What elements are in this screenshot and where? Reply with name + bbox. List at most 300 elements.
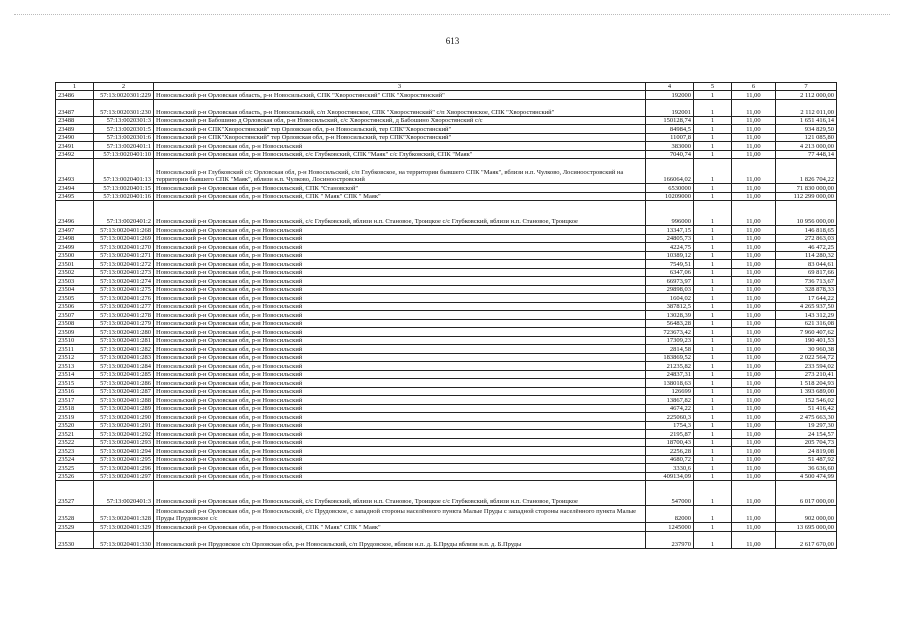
- value-cell: 1 826 704,22: [776, 159, 837, 184]
- scan-artifact-strip: [14, 14, 890, 21]
- area-cell: 183869,52: [646, 353, 694, 362]
- address-cell: Новосильский р-н Орловская обл, р-н Новосильский: [154, 268, 646, 277]
- area-cell: 10209000: [646, 192, 694, 201]
- rate-cell: 11,00: [732, 243, 776, 252]
- table-row: [56, 353, 837, 362]
- cadastral-number: 57:13:0020401:287: [94, 387, 154, 396]
- rate-cell: 11,00: [732, 285, 776, 294]
- row-number: 23514: [56, 370, 94, 379]
- table-row: [56, 523, 837, 532]
- cadastral-number: 57:13:0020401:291: [94, 421, 154, 430]
- row-number: 23515: [56, 379, 94, 388]
- cadastral-number: 57:13:0020301:229: [94, 91, 154, 100]
- address-cell: Новосильский р-н Орловская обл, р-н Новосильский, с/с Глубковский, вблизи н.п. Становое, Троицкое с/с Глубковский, вблизи н.п. Становое, Троицкое: [154, 201, 646, 226]
- row-number: 23521: [56, 430, 94, 439]
- cadastral-number: 57:13:0020401:275: [94, 285, 154, 294]
- row-number: 23527: [56, 481, 94, 506]
- value-cell: 146 818,65: [776, 226, 837, 235]
- value-cell: 205 704,73: [776, 438, 837, 447]
- address-cell: Новосильский р-н Орловская обл, р-н Новосильский: [154, 302, 646, 311]
- address-cell: Новосильский р-н Прудовское с/п Орловская обл, р-н Новосильский, с/п Прудовское, вблизи н.п. д. Б.Пруды вблизи н.п. д. Б.Пруды: [154, 531, 646, 548]
- value-cell: 152 546,02: [776, 396, 837, 405]
- area-cell: 24805,73: [646, 234, 694, 243]
- area-cell: 11007,8: [646, 133, 694, 142]
- address-cell: Новосильский р-н Орловская обл, р-н Новосильский: [154, 413, 646, 422]
- row-number: 23517: [56, 396, 94, 405]
- row-number: 23524: [56, 455, 94, 464]
- address-cell: Новосильский р-н Орловская обл, р-н Новосильский: [154, 226, 646, 235]
- table-row: [56, 531, 837, 548]
- value-cell: 1 393 689,00: [776, 387, 837, 396]
- address-cell: Новосильский р-н Орловская обл, р-н Новосильский: [154, 421, 646, 430]
- quantity-cell: 1: [694, 421, 732, 430]
- rate-cell: 11,00: [732, 251, 776, 260]
- table-row: [56, 370, 837, 379]
- rate-cell: 11,00: [732, 404, 776, 413]
- rate-cell: 11,00: [732, 379, 776, 388]
- rate-cell: 11,00: [732, 294, 776, 303]
- address-cell: Новосильский р-н Орловская область, р-н Новосильский, с/п Хворостянское, СПК "Хворостянский" с/п Хворостянское, СПК "Хворостянский": [154, 99, 646, 116]
- value-cell: 2 475 663,30: [776, 413, 837, 422]
- table-row: [56, 133, 837, 142]
- column-header: 4: [646, 83, 694, 91]
- address-cell: Новосильский р-н Орловская обл, р-н Новосильский: [154, 345, 646, 354]
- row-number: 23519: [56, 413, 94, 422]
- area-cell: 13028,39: [646, 311, 694, 320]
- table-row: [56, 362, 837, 371]
- quantity-cell: 1: [694, 201, 732, 226]
- area-cell: 387812,5: [646, 302, 694, 311]
- quantity-cell: 1: [694, 294, 732, 303]
- row-number: 23496: [56, 201, 94, 226]
- rate-cell: 11,00: [732, 302, 776, 311]
- table-row: [56, 192, 837, 201]
- table-row: [56, 201, 837, 226]
- value-cell: 190 401,53: [776, 336, 837, 345]
- row-number: 23494: [56, 184, 94, 193]
- table-row: [56, 421, 837, 430]
- value-cell: 1 651 416,14: [776, 116, 837, 125]
- rate-cell: 11,00: [732, 99, 776, 116]
- row-number: 23497: [56, 226, 94, 235]
- cadastral-number: 57:13:0020401:294: [94, 447, 154, 456]
- cadastral-number: 57:13:0020401:283: [94, 353, 154, 362]
- quantity-cell: 1: [694, 531, 732, 548]
- quantity-cell: 1: [694, 523, 732, 532]
- table-row: [56, 319, 837, 328]
- cadastral-number: 57:13:0020401:296: [94, 464, 154, 473]
- area-cell: 24837,31: [646, 370, 694, 379]
- table-row: [56, 379, 837, 388]
- value-cell: 328 878,33: [776, 285, 837, 294]
- rate-cell: 11,00: [732, 328, 776, 337]
- cadastral-number: 57:13:0020401:273: [94, 268, 154, 277]
- value-cell: 71 830 000,00: [776, 184, 837, 193]
- row-number: 23511: [56, 345, 94, 354]
- column-header: 2: [94, 83, 154, 91]
- rate-cell: 11,00: [732, 201, 776, 226]
- row-number: 23487: [56, 99, 94, 116]
- address-cell: Новосильский р-н Орловская обл, р-н Новосильский: [154, 464, 646, 473]
- table-row: [56, 506, 837, 523]
- row-number: 23488: [56, 116, 94, 125]
- cadastral-number: 57:13:0020401:276: [94, 294, 154, 303]
- table-row: [56, 142, 837, 151]
- area-cell: 166064,02: [646, 159, 694, 184]
- rate-cell: 11,00: [732, 362, 776, 371]
- rate-cell: 11,00: [732, 125, 776, 134]
- rate-cell: 11,00: [732, 150, 776, 159]
- table-row: [56, 336, 837, 345]
- column-header: 5: [694, 83, 732, 91]
- value-cell: 2 112 011,00: [776, 99, 837, 116]
- quantity-cell: 1: [694, 336, 732, 345]
- value-cell: 24 154,57: [776, 430, 837, 439]
- area-cell: 150128,74: [646, 116, 694, 125]
- area-cell: 13867,82: [646, 396, 694, 405]
- rate-cell: 11,00: [732, 430, 776, 439]
- area-cell: 996000: [646, 201, 694, 226]
- row-number: 23505: [56, 294, 94, 303]
- area-cell: 7549,51: [646, 260, 694, 269]
- rate-cell: 11,00: [732, 159, 776, 184]
- quantity-cell: 1: [694, 159, 732, 184]
- area-cell: 225060,3: [646, 413, 694, 422]
- cadastral-number: 57:13:0020301:3: [94, 116, 154, 125]
- row-number: 23501: [56, 260, 94, 269]
- quantity-cell: 1: [694, 328, 732, 337]
- cadastral-number: 57:13:0020401:279: [94, 319, 154, 328]
- address-cell: Новосильский р-н Орловская обл, р-н Новосильский: [154, 311, 646, 320]
- quantity-cell: 1: [694, 125, 732, 134]
- address-cell: Новосильский р-н Орловская обл, р-н Новосильский: [154, 455, 646, 464]
- quantity-cell: 1: [694, 243, 732, 252]
- area-cell: 66973,97: [646, 277, 694, 286]
- address-cell: Новосильский р-н Орловская обл, р-н Новосильский: [154, 379, 646, 388]
- quantity-cell: 1: [694, 438, 732, 447]
- row-number: 23492: [56, 150, 94, 159]
- rate-cell: 11,00: [732, 345, 776, 354]
- quantity-cell: 1: [694, 362, 732, 371]
- cadastral-number: 57:13:0020401:2: [94, 201, 154, 226]
- page-number: 613: [445, 36, 460, 46]
- area-cell: 383000: [646, 142, 694, 151]
- table-row: [56, 455, 837, 464]
- value-cell: 77 448,14: [776, 150, 837, 159]
- area-cell: 138018,63: [646, 379, 694, 388]
- value-cell: 121 085,80: [776, 133, 837, 142]
- area-cell: 723673,42: [646, 328, 694, 337]
- rate-cell: 11,00: [732, 413, 776, 422]
- quantity-cell: 1: [694, 234, 732, 243]
- table-row: [56, 91, 837, 100]
- address-cell: Новосильский р-н Орловская обл, р-н Новосильский: [154, 396, 646, 405]
- area-cell: 82000: [646, 506, 694, 523]
- area-cell: 547000: [646, 481, 694, 506]
- table-row: [56, 464, 837, 473]
- value-cell: 621 316,08: [776, 319, 837, 328]
- address-cell: Новосильский р-н Орловская обл, р-н Новосильский, СПК " Маяк" СПК " Маяк": [154, 192, 646, 201]
- row-number: 23523: [56, 447, 94, 456]
- address-cell: Новосильский р-н Орловская обл, р-н Новосильский, с/с Глубковский, вблизи н.п. Становое, Троицкое с/с Глубковский, вблизи н.п. Становое, Троицкое: [154, 481, 646, 506]
- cadastral-number: 57:13:0020401:286: [94, 379, 154, 388]
- area-cell: 4674,22: [646, 404, 694, 413]
- address-cell: Новосильский р-н СПК"Хворостянский" тер Орловская обл, р-н Новосильский, тер СПК"Хворостянский": [154, 133, 646, 142]
- cadastral-number: 57:13:0020401:1: [94, 142, 154, 151]
- area-cell: 237970: [646, 531, 694, 548]
- value-cell: 934 829,50: [776, 125, 837, 134]
- rate-cell: 11,00: [732, 142, 776, 151]
- value-cell: 902 000,00: [776, 506, 837, 523]
- rate-cell: 11,00: [732, 370, 776, 379]
- address-cell: Новосильский р-н Орловская обл, р-н Новосильский: [154, 285, 646, 294]
- rate-cell: 11,00: [732, 311, 776, 320]
- cadastral-number: 57:13:0020401:278: [94, 311, 154, 320]
- quantity-cell: 1: [694, 464, 732, 473]
- cadastral-number: 57:13:0020401:281: [94, 336, 154, 345]
- rate-cell: 11,00: [732, 447, 776, 456]
- value-cell: 30 960,38: [776, 345, 837, 354]
- row-number: 23507: [56, 311, 94, 320]
- row-number: 23500: [56, 251, 94, 260]
- table-row: [56, 396, 837, 405]
- quantity-cell: 1: [694, 387, 732, 396]
- row-number: 23529: [56, 523, 94, 532]
- quantity-cell: 1: [694, 260, 732, 269]
- rate-cell: 11,00: [732, 455, 776, 464]
- table-row: [56, 226, 837, 235]
- address-cell: Новосильский р-н Орловская обл, р-н Новосильский: [154, 438, 646, 447]
- table-row: [56, 430, 837, 439]
- row-number: 23503: [56, 277, 94, 286]
- value-cell: 736 713,67: [776, 277, 837, 286]
- quantity-cell: 1: [694, 142, 732, 151]
- quantity-cell: 1: [694, 192, 732, 201]
- cadastral-number: 57:13:0020401:277: [94, 302, 154, 311]
- row-number: 23518: [56, 404, 94, 413]
- row-number: 23490: [56, 133, 94, 142]
- area-cell: 29898,03: [646, 285, 694, 294]
- address-cell: Новосильский р-н Орловская обл, р-н Новосильский: [154, 142, 646, 151]
- address-cell: Новосильский р-н Орловская обл, р-н Новосильский: [154, 336, 646, 345]
- quantity-cell: 1: [694, 150, 732, 159]
- table-row: [56, 481, 837, 506]
- cadastral-number: 57:13:0020401:271: [94, 251, 154, 260]
- address-cell: Новосильский р-н Орловская обл, р-н Новосильский: [154, 362, 646, 371]
- table-row: [56, 302, 837, 311]
- address-cell: Новосильский р-н Орловская обл, р-н Новосильский: [154, 243, 646, 252]
- table-row: [56, 328, 837, 337]
- row-number: 23498: [56, 234, 94, 243]
- quantity-cell: 1: [694, 345, 732, 354]
- address-cell: Новосильский р-н Глубковский с/с Орловская обл, р-н Новосильский, с/п Глубковское, на территории бывшего СПК "Маяк", вблизи н.п. Чулково, Лосиноостровский на территории бывшего СПК "Маяк", вблизи н.п. Чулково, Лосиноостровский: [154, 159, 646, 184]
- address-cell: Новосильский р-н Орловская обл, р-н Новосильский: [154, 404, 646, 413]
- area-cell: 6530000: [646, 184, 694, 193]
- value-cell: 2 617 670,00: [776, 531, 837, 548]
- value-cell: 13 695 000,00: [776, 523, 837, 532]
- row-number: 23516: [56, 387, 94, 396]
- cadastral-number: 57:13:0020401:328: [94, 506, 154, 523]
- quantity-cell: 1: [694, 133, 732, 142]
- rate-cell: 11,00: [732, 387, 776, 396]
- area-cell: 1754,3: [646, 421, 694, 430]
- table-row: [56, 438, 837, 447]
- address-cell: Новосильский р-н Орловская область, р-н Новосильский, СПК "Хворостянский" СПК "Хворостянский": [154, 91, 646, 100]
- column-header: 7: [776, 83, 837, 91]
- table-row: [56, 184, 837, 193]
- row-number: 23489: [56, 125, 94, 134]
- value-cell: 24 819,08: [776, 447, 837, 456]
- table-row: [56, 116, 837, 125]
- value-cell: 2 022 564,72: [776, 353, 837, 362]
- rate-cell: 11,00: [732, 506, 776, 523]
- rate-cell: 11,00: [732, 277, 776, 286]
- quantity-cell: 1: [694, 251, 732, 260]
- address-cell: Новосильский р-н Орловская обл, р-н Новосильский: [154, 294, 646, 303]
- area-cell: 18700,43: [646, 438, 694, 447]
- cadastral-number: 57:13:0020401:293: [94, 438, 154, 447]
- address-cell: Новосильский р-н Орловская обл, р-н Новосильский: [154, 319, 646, 328]
- row-number: 23506: [56, 302, 94, 311]
- value-cell: 4 213 000,00: [776, 142, 837, 151]
- row-number: 23522: [56, 438, 94, 447]
- cadastral-number: 57:13:0020401:269: [94, 234, 154, 243]
- table-row: [56, 413, 837, 422]
- quantity-cell: 1: [694, 430, 732, 439]
- quantity-cell: 1: [694, 379, 732, 388]
- rate-cell: 11,00: [732, 464, 776, 473]
- cadastral-number: 57:13:0020401:3: [94, 481, 154, 506]
- area-cell: 3330,6: [646, 464, 694, 473]
- value-cell: 4 265 937,50: [776, 302, 837, 311]
- cadastral-number: 57:13:0020401:280: [94, 328, 154, 337]
- rate-cell: 11,00: [732, 319, 776, 328]
- column-header: 3: [154, 83, 646, 91]
- area-cell: 17309,23: [646, 336, 694, 345]
- area-cell: 10389,12: [646, 251, 694, 260]
- area-cell: 21235,82: [646, 362, 694, 371]
- rate-cell: 11,00: [732, 481, 776, 506]
- cadastral-number: 57:13:0020401:292: [94, 430, 154, 439]
- row-number: 23495: [56, 192, 94, 201]
- area-cell: 2256,28: [646, 447, 694, 456]
- rate-cell: 11,00: [732, 268, 776, 277]
- rate-cell: 11,00: [732, 353, 776, 362]
- address-cell: Новосильский р-н Орловская обл, р-н Новосильский, с/с Прудовское, с западной стороны населённого пункта Малые Пруды с западной стороны населённого пункта Малые Пруды Прудовское с/с: [154, 506, 646, 523]
- row-number: 23528: [56, 506, 94, 523]
- value-cell: 233 594,02: [776, 362, 837, 371]
- rate-cell: 11,00: [732, 184, 776, 193]
- quantity-cell: 1: [694, 413, 732, 422]
- area-cell: 6347,06: [646, 268, 694, 277]
- address-cell: Новосильский р-н Орловская обл, р-н Новосильский: [154, 251, 646, 260]
- value-cell: 273 210,41: [776, 370, 837, 379]
- row-number: 23530: [56, 531, 94, 548]
- value-cell: 51 487,92: [776, 455, 837, 464]
- quantity-cell: 1: [694, 116, 732, 125]
- table-body: [56, 91, 837, 549]
- cadastral-number: 57:13:0020301:6: [94, 133, 154, 142]
- header-row: [56, 83, 837, 91]
- quantity-cell: 1: [694, 481, 732, 506]
- address-cell: Новосильский р-н Орловская обл, р-н Новосильский: [154, 277, 646, 286]
- quantity-cell: 1: [694, 277, 732, 286]
- table-row: [56, 125, 837, 134]
- address-cell: Новосильский р-н Орловская обл, р-н Новосильский: [154, 472, 646, 481]
- value-cell: 6 017 000,00: [776, 481, 837, 506]
- rate-cell: 11,00: [732, 226, 776, 235]
- quantity-cell: 1: [694, 396, 732, 405]
- cadastral-number: 57:13:0020401:295: [94, 455, 154, 464]
- cadastral-number: 57:13:0020401:285: [94, 370, 154, 379]
- rate-cell: 11,00: [732, 336, 776, 345]
- cadastral-number: 57:13:0020401:13: [94, 159, 154, 184]
- rate-cell: 11,00: [732, 472, 776, 481]
- address-cell: Новосильский р-н Орловская обл, р-н Новосильский: [154, 260, 646, 269]
- row-number: 23520: [56, 421, 94, 430]
- quantity-cell: 1: [694, 455, 732, 464]
- area-cell: 7040,74: [646, 150, 694, 159]
- value-cell: 7 960 407,62: [776, 328, 837, 337]
- table-row: [56, 447, 837, 456]
- table-row: [56, 260, 837, 269]
- quantity-cell: 1: [694, 404, 732, 413]
- cadastral-number: 57:13:0020401:297: [94, 472, 154, 481]
- value-cell: 51 416,42: [776, 404, 837, 413]
- area-cell: 84984,5: [646, 125, 694, 134]
- cadastral-number: 57:13:0020401:10: [94, 150, 154, 159]
- value-cell: 17 644,22: [776, 294, 837, 303]
- rate-cell: 11,00: [732, 91, 776, 100]
- row-number: 23508: [56, 319, 94, 328]
- quantity-cell: 1: [694, 472, 732, 481]
- row-number: 23525: [56, 464, 94, 473]
- area-cell: 4680,72: [646, 455, 694, 464]
- cadastral-number: 57:13:0020401:270: [94, 243, 154, 252]
- table-row: [56, 251, 837, 260]
- register-table: [55, 82, 837, 549]
- row-number: 23486: [56, 91, 94, 100]
- quantity-cell: 1: [694, 506, 732, 523]
- rate-cell: 11,00: [732, 192, 776, 201]
- cadastral-number: 57:13:0020401:274: [94, 277, 154, 286]
- table-row: [56, 243, 837, 252]
- cadastral-number: 57:13:0020401:268: [94, 226, 154, 235]
- cadastral-number: 57:13:0020401:282: [94, 345, 154, 354]
- area-cell: 1245000: [646, 523, 694, 532]
- area-cell: 56483,28: [646, 319, 694, 328]
- quantity-cell: 1: [694, 447, 732, 456]
- cadastral-number: 57:13:0020401:290: [94, 413, 154, 422]
- value-cell: 2 112 000,00: [776, 91, 837, 100]
- value-cell: 83 044,61: [776, 260, 837, 269]
- value-cell: 114 280,32: [776, 251, 837, 260]
- address-cell: Новосильский р-н Орловская обл, р-н Новосильский, СПК "Становской": [154, 184, 646, 193]
- rate-cell: 11,00: [732, 260, 776, 269]
- quantity-cell: 1: [694, 285, 732, 294]
- table-row: [56, 159, 837, 184]
- address-cell: Новосильский р-н Орловская обл, р-н Новосильский: [154, 387, 646, 396]
- cadastral-number: 57:13:0020401:272: [94, 260, 154, 269]
- table-row: [56, 345, 837, 354]
- table-row: [56, 311, 837, 320]
- row-number: 23526: [56, 472, 94, 481]
- value-cell: 69 817,66: [776, 268, 837, 277]
- value-cell: 112 299 000,00: [776, 192, 837, 201]
- cadastral-number: 57:13:0020401:288: [94, 396, 154, 405]
- address-cell: Новосильский р-н Орловская обл, р-н Новосильский, СПК " Маяк" СПК " Маяк": [154, 523, 646, 532]
- row-number: 23499: [56, 243, 94, 252]
